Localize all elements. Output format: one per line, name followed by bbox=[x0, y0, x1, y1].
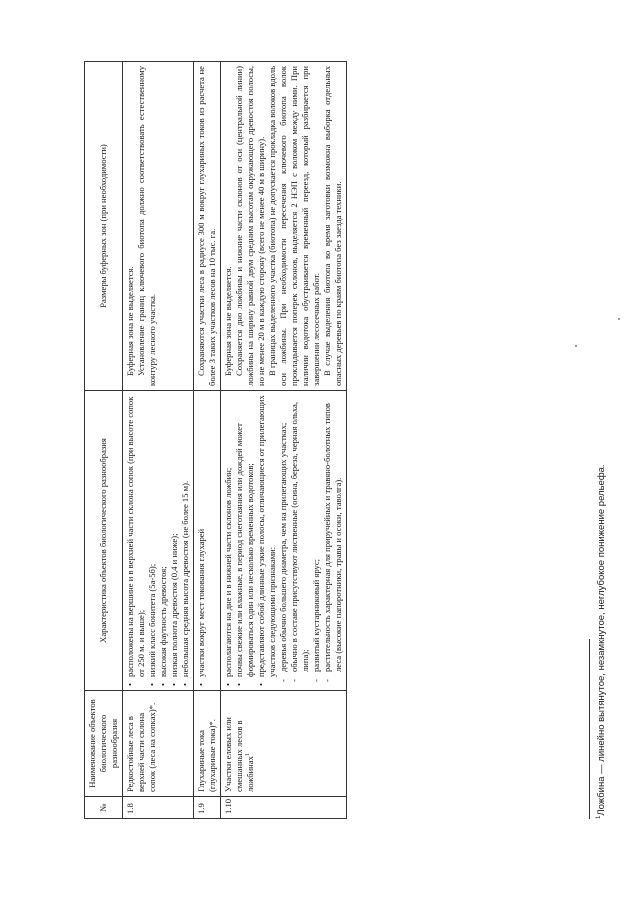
characteristic-subitem: - обычно в составе присутствуют лиственные (осина, береза, черная ольха, липа); bbox=[289, 395, 311, 686]
characteristic-subitem: - развитый кустарниковый ярус; bbox=[311, 395, 322, 686]
characteristic-item: • небольшая средняя высота древостоя (не более 15 м). bbox=[180, 395, 191, 686]
characteristic-item: • располагаются на дне и в нижней части склонов ложбин; bbox=[223, 395, 234, 686]
characteristic-item: • представляют собой длинные узкие полосы, отличающиеся от прилегающих участков следующими признаками: bbox=[256, 395, 278, 686]
footnote-ref: 1 bbox=[245, 753, 252, 757]
header-num: № bbox=[85, 797, 123, 819]
object-name: Глухариные тока (глухариные тока)*. bbox=[196, 719, 217, 792]
buffer-zone-paragraph: Сохраняется дно ложбины и нижние части склонов от оси (центральной линии) ложбины на ширину равной двум средним высотам окружающего древостоя полосы, но не менее 20 м в каждую сторону (всего не менее 40 м в ширину). bbox=[234, 66, 266, 386]
characteristic-subitem: - растительность характерная для приручейных и травяно-болотных типов леса (высокие папоротники, травы и осоки, таволга). bbox=[322, 395, 344, 686]
characteristics-list bbox=[125, 395, 191, 686]
header-name: Наименование объектов биологического разнообразия bbox=[85, 691, 123, 797]
buffer-zone-cell bbox=[123, 62, 194, 391]
characteristics-cell bbox=[221, 391, 347, 691]
buffer-zone-cell bbox=[194, 62, 221, 391]
characteristic-item: • почвы свежие или влажные, в период снеготаяния или дождей может формироваться один или несколько временных водотоков; bbox=[234, 395, 256, 686]
characteristic-item: • низкий класс бонитета (5а-5б); bbox=[147, 395, 158, 686]
table-row bbox=[123, 62, 194, 819]
characteristic-item: • расположены на вершине и в верхней части склона сопок (при высоте сопок от 250 м. и выше); bbox=[125, 395, 147, 686]
characteristics-list bbox=[223, 395, 344, 686]
object-name-cell bbox=[194, 691, 221, 797]
characteristic-subitem: - деревья обычно большего диаметра, чем на прилегающих участках; bbox=[278, 395, 289, 686]
row-number: 1.8 bbox=[123, 797, 194, 819]
object-name-cell bbox=[221, 691, 347, 797]
characteristics-cell bbox=[194, 391, 221, 691]
table-header-row bbox=[85, 62, 123, 819]
buffer-zone-paragraph: Буферная зона не выделяется. bbox=[223, 266, 233, 376]
characteristic-item: • высокая фаутность древостоя; bbox=[158, 395, 169, 686]
buffer-zone-paragraph: В случае выделения биотопа во время заготовки возможна выборка отдельных опасных деревьев по краям биотопа без заезда техники. bbox=[322, 66, 343, 386]
buffer-zone-cell bbox=[221, 62, 347, 391]
table-row bbox=[221, 62, 347, 819]
object-name-cell bbox=[123, 691, 194, 797]
footnote-text: Ложбина — линейно вытянутое, незамкнутое, неглубокое понижение рельефа. bbox=[596, 464, 608, 816]
scan-speck bbox=[618, 318, 620, 320]
characteristics-list bbox=[196, 395, 207, 686]
row-number: 1.10 bbox=[221, 797, 347, 819]
buffer-zone-paragraph: В границах выделенного участка (биотопа) не допускается прокладка волоков вдоль оси ложбины. При необходимости пересечения ключевого биотопа волок прокладывается поперек склонов, выделяется 2 НЭП с волоком между ними. При наличии водотока обустраивается временный переезд, который разбирается при завершении лесосечных работ. bbox=[267, 66, 321, 386]
header-buffer-zones: Размеры буферных зон (при необходимости) bbox=[85, 62, 123, 391]
row-number: 1.9 bbox=[194, 797, 221, 819]
object-name: Редкостойные леса в верхней части склона сопок (леса на сопках)*. bbox=[125, 702, 157, 792]
characteristic-item: • участки вокруг мест токования глухарей bbox=[196, 395, 207, 686]
characteristic-item: • низкая полнота древостоя (0,4 и ниже); bbox=[169, 395, 180, 686]
header-characteristics: Характеристика объектов биологического разнообразия bbox=[85, 391, 123, 691]
table-row bbox=[194, 62, 221, 819]
buffer-zone-paragraph: Сохраняются участки леса в радиусе 300 м вокруг глухариных токов из расчета не более 3 таких участков лесов на 10 тыс. га. bbox=[196, 66, 217, 386]
object-name: Участки еловых или смешанных лесов в ложбинах bbox=[223, 717, 255, 792]
buffer-zone-paragraph: Установление границ ключевого биотопа должно соответствовать естественному контуру лесного участка. bbox=[136, 66, 157, 386]
characteristics-cell bbox=[123, 391, 194, 691]
biodiversity-table bbox=[84, 61, 347, 819]
footnote-mark: 1 bbox=[596, 815, 602, 819]
footnote bbox=[596, 419, 607, 819]
footnote-divider bbox=[589, 639, 590, 819]
buffer-zone-paragraph: Буферная зона не выделяется. bbox=[125, 266, 135, 376]
scan-speck bbox=[575, 345, 577, 347]
